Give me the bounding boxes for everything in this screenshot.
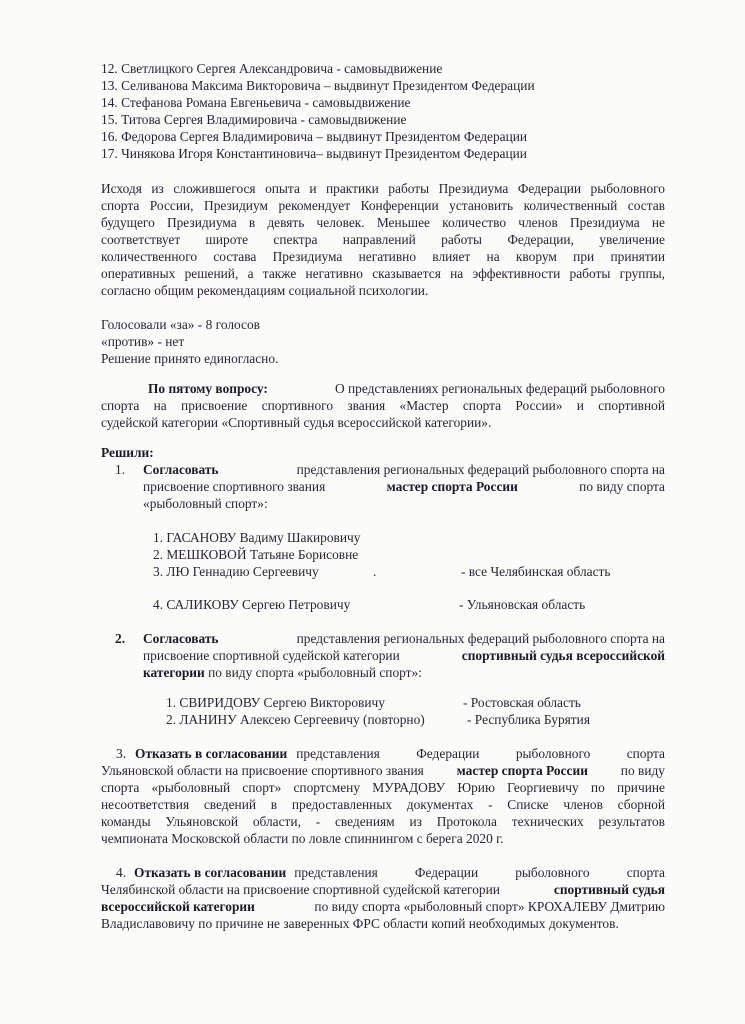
item4-line3: всероссийской категории по виду спорта «рыболовный спорт» КРОХАЛЕВУ Дмитрию: [101, 899, 665, 914]
item1-person-1: 1. ГАСАНОВУ Вадиму Шакировичу: [153, 530, 361, 545]
item2-line1: Согласовать представления региональных федераций рыболовного спорта на: [143, 631, 665, 646]
para1-line: Исходя из сложившегося опыта и практики работы Президиума Федерации рыболовного: [101, 181, 665, 196]
para1-line: будущего Президиума в девять человек. Меньшее количество членов Президиума не: [101, 215, 665, 230]
candidate-16: 16. Федорова Сергея Владимировича – выдвинут Президентом Федерации: [101, 129, 528, 144]
candidate-13: 13. Селиванова Максима Викторовича – выдвинут Президентом Федерации: [101, 78, 535, 93]
item1-line1: Согласовать представления региональных федераций рыболовного спорта на: [143, 462, 665, 477]
para1-line: согласно общим рекомендациям социальной психологии.: [101, 283, 429, 298]
candidate-12: 12. Светлицкого Сергея Александровича - самовыдвижение: [101, 61, 443, 76]
item2-region-1: - Ростовская область: [463, 695, 581, 710]
candidate-17: 17. Чинякова Игоря Константиновича– выдвинут Президентом Федерации: [101, 146, 527, 161]
para1-line: соответствует широте спектра направлений работы Федерации, увеличение: [101, 232, 665, 247]
resolved-heading: Решили:: [101, 445, 154, 460]
item2-region-2: - Республика Бурятия: [467, 712, 590, 727]
item1-person-4: 4. САЛИКОВУ Сергею Петровичу: [153, 597, 351, 612]
question5-line2: спорта на присвоение спортивного звания «Мастер спорта России» и спортивной: [101, 398, 665, 413]
item1-number: 1.: [115, 462, 126, 477]
item1-line2: присвоение спортивного звания мастер спорта России по виду спорта: [143, 479, 665, 494]
item3-line6: чемпионата Московской области по ловле спиннингом с берега 2020 г.: [101, 831, 504, 846]
candidate-15: 15. Титова Сергея Владимировича - самовыдвижение: [101, 112, 407, 127]
item3-line2: Ульяновской области на присвоение спортивного звания мастер спорта России по виду: [101, 763, 665, 778]
item3-line3: спорта «рыболовный спорт» спортсмену МУРАДОВУ Юрию Георгиевичу по причине: [101, 780, 665, 795]
vote-against: «против» - нет: [101, 334, 185, 349]
item2-person-1: 1. СВИРИДОВУ Сергею Викторовичу: [166, 695, 385, 710]
item4-line2: Челябинской области на присвоение спортивной судейской категории спортивный судья: [101, 882, 665, 897]
item4-line1: 4. Отказать в согласовании представления Федерации рыболовного спорта: [116, 865, 665, 880]
question5-label: По пятому вопросу:: [148, 381, 268, 396]
candidate-14: 14. Стефанова Романа Евгеньевича - самовыдвижение: [101, 95, 411, 110]
vote-for: Голосовали «за» - 8 голосов: [101, 317, 261, 332]
para1-line: количественного состава Президиума негативно влияет на кворум при принятии: [101, 249, 665, 264]
question5-line3: судейской категории «Спортивный судья всероссийской категории».: [101, 415, 492, 430]
item1-region-ul: - Ульяновская область: [459, 597, 586, 612]
item1-line3: «рыболовный спорт»:: [143, 496, 268, 511]
item1-person-2: 2. МЕШКОВОЙ Татьяне Борисовне: [153, 547, 359, 562]
item1-person-3: 3. ЛЮ Геннадию Сергеевичу: [153, 564, 319, 579]
item3-line1: 3. Отказать в согласовании представления Федерации рыболовного спорта: [116, 746, 665, 761]
item2-number: 2.: [115, 631, 126, 646]
para1-line: оперативных решений, а также негативно сказывается на эффективности работы группы,: [101, 266, 665, 281]
item4-line4: Владиславовичу по причине не заверенных ФРС области копий необходимых документов.: [101, 916, 619, 931]
question5-line1: По пятому вопросу: О представлениях региональных федераций рыболовного: [148, 381, 665, 396]
para1-line: спорта России, Президиум рекомендует Конференции установить количественный состав: [101, 198, 665, 213]
item3-line4: несоответствия сведений в предоставленных документах - Списке членов сборной: [101, 797, 665, 812]
item2-line2: присвоение спортивной судейской категории спортивный судья всероссийской: [143, 648, 665, 663]
vote-decision: Решение принято единогласно.: [101, 351, 279, 366]
item2-line3: категории по виду спорта «рыболовный спорт»:: [143, 665, 422, 680]
item3-line5: команды Ульяновской области, - сведениям из Протокола технических результатов: [101, 814, 665, 829]
item2-person-2: 2. ЛАНИНУ Алексею Сергеевичу (повторно): [166, 712, 425, 727]
item1-region-chel: - все Челябинская область: [461, 564, 611, 579]
item1-dot: .: [373, 564, 377, 579]
